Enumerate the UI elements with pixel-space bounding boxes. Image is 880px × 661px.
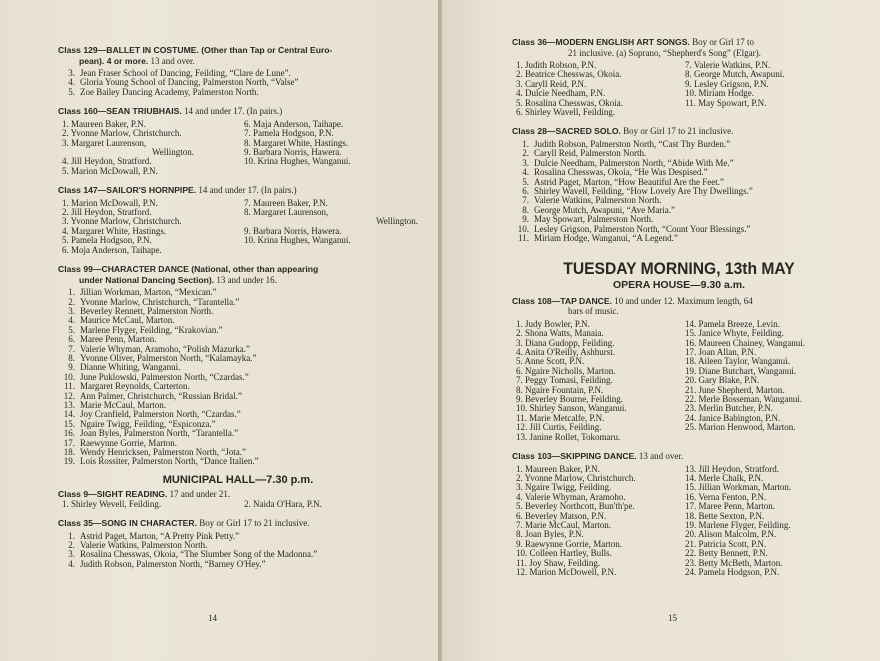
list-item: 5. Marion McDowall, P.N. xyxy=(62,166,158,176)
list-item: 3. Margaret Laurenson, xyxy=(62,138,147,148)
class-block xyxy=(58,518,418,569)
list-item: 1. Astrid Paget, Marton, “A Pretty Pink Petty.” xyxy=(68,531,240,541)
list-item: 3. Yvonne Marlow, Christchurch. xyxy=(62,217,182,227)
venue-heading: OPERA HOUSE—9.30 a.m. xyxy=(612,279,746,292)
list-item: 10. Colleen Hartley, Bulls. xyxy=(516,549,612,559)
list-item: 8. Margaret Laurenson, xyxy=(244,208,329,218)
list-item: 3. Dulcie Needham, Palmerston North, “Abide With Me.” xyxy=(522,158,734,168)
list-item: 2. Yvonne Marlow, Christchurch. xyxy=(62,129,182,139)
entry-columns xyxy=(512,465,846,578)
list-item: 2. Yvonne Marlow, Christchurch. xyxy=(516,474,636,483)
list-item: 3. Diana Gudopp, Feilding. xyxy=(516,338,615,348)
right-page xyxy=(440,0,880,661)
list-item: 10. Krina Hughes, Wanganui. xyxy=(244,236,351,246)
list-item: 19. Lois Rossiter, Palmerston North, “Dance Italien.” xyxy=(63,457,259,467)
class-heading: Class 103—SKIPPING DANCE. 13 and over. xyxy=(512,451,684,462)
list-item: 4. Rosalina Chesswas, Okoia, “He Was Despised.” xyxy=(522,168,708,178)
list-item: Wellington. xyxy=(375,217,418,227)
list-item: 10. Miriam Hodge. xyxy=(685,89,754,99)
list-item: 2. Jill Heydon, Stratford. xyxy=(62,208,152,218)
list-item: 22. Merle Bosseman, Wanganui. xyxy=(685,395,803,405)
class-block xyxy=(512,126,846,243)
day-heading: TUESDAY MORNING, 13th MAY xyxy=(563,259,795,279)
list-item: 4. Maurice McCaul, Marton. xyxy=(68,316,175,326)
list-item: 8. George Mutch, Awapuni, “Ave Maria.” xyxy=(522,205,676,215)
class-block xyxy=(58,106,418,176)
list-item: 3. Caryll Reid, P.N. xyxy=(516,79,587,89)
list-item: 3. Ngaire Twigg, Feilding. xyxy=(516,483,612,493)
list-item: 14. Joy Cranfield, Palmerston North, “Czardas.” xyxy=(63,410,241,420)
class-title: —BALLET IN COSTUME. xyxy=(97,45,199,55)
entry-column xyxy=(681,61,846,117)
entry-column xyxy=(512,61,677,117)
list-item: 9. Beverley Bourne, Feilding. xyxy=(516,395,623,405)
class-conditions-cont: pean). 4 or more. xyxy=(79,55,149,66)
list-item: 23. Merlin Butcher, P.N. xyxy=(685,404,773,414)
list-item: 3. Beverley Rennett, Palmerston North. xyxy=(68,306,214,316)
list-item: 9. Barbara Norris, Hawera. xyxy=(244,226,342,236)
list-item: 5. Anne Scott, P.N. xyxy=(516,357,585,367)
entry-column xyxy=(240,120,418,176)
list-item: 18. Wendy Henricksen, Palmerston North, “Jota.” xyxy=(63,448,246,457)
list-item: 8. Ngaire Fountain, P.N. xyxy=(516,385,604,395)
list-item: 1. Maureen Baker, P.N. xyxy=(62,119,146,129)
list-item: 25. Marion Henwood, Marton. xyxy=(685,423,796,433)
list-item: 6. Ngaire Nicholls, Marton. xyxy=(516,366,616,376)
class-heading: Class 35—SONG IN CHARACTER. Boy or Girl 17 to 21 inclusive. xyxy=(58,518,310,529)
list-item: 4. Jill Heydon, Stratford. xyxy=(62,157,152,167)
class-block xyxy=(58,45,418,97)
class-block xyxy=(58,185,418,255)
entry-list xyxy=(512,140,846,243)
list-item: 17. Joan Allan, P.N. xyxy=(685,348,757,358)
list-item: 16. Maureen Chainey, Wanganui. xyxy=(685,338,805,348)
list-item: 5. Rosalina Chesswas, Okoia. xyxy=(516,98,623,108)
list-item: 4. Dulcie Needham, P.N. xyxy=(516,89,606,99)
list-item: 10. Shirley Sanson, Wanganui. xyxy=(516,404,627,414)
list-item: 22. Betty Bennett, P.N. xyxy=(685,549,768,559)
list-item: 2. Naida O'Hara, P.N. xyxy=(244,499,322,509)
list-item: 9. May Spowart, Palmerston North. xyxy=(522,215,654,225)
list-item: 5. Zoe Bailey Dancing Academy, Palmerston North. xyxy=(68,87,259,97)
list-item: 7. Valerie Whyman, Aramoho, “Polish Mazurka.” xyxy=(68,344,251,354)
list-item: 12. Jill Curtis, Feilding. xyxy=(516,423,602,433)
entry-columns xyxy=(512,320,846,442)
list-item: 23. Betty McBeth, Marton. xyxy=(685,558,783,568)
entry-columns xyxy=(58,199,418,255)
list-item: 9. Barbara Norris, Hawera. xyxy=(244,147,342,157)
list-item: 16. Joan Byles, Palmerston North, “Tarantella.” xyxy=(63,429,239,439)
class-heading xyxy=(58,45,418,66)
list-item: 8. Margaret White, Hastings. xyxy=(244,138,349,148)
list-item: 4. Margaret White, Hastings. xyxy=(62,226,167,236)
list-item: 16. Verna Fenton, P.N. xyxy=(685,492,767,502)
section-heading: MUNICIPAL HALL—7.30 p.m. xyxy=(162,473,314,486)
list-item: 12. Ann Palmer, Christchurch, “Russian Bridal.” xyxy=(63,391,242,401)
entry-list xyxy=(58,532,418,570)
class-number: Class 129 xyxy=(58,45,98,55)
list-item: 4. Valerie Whyman, Aramoho. xyxy=(516,492,626,502)
list-item: 6. Beverley Matson, P.N. xyxy=(516,511,607,521)
list-item: 2. Caryll Reid, Palmerston North. xyxy=(522,149,647,159)
list-item: 1. Judith Robson, Palmerston North, “Cast Thy Burden.” xyxy=(522,139,731,149)
class-conditions: (Other than Tap or Central Euro- xyxy=(198,45,333,55)
list-item: 20. Gary Blake, P.N. xyxy=(685,376,760,386)
list-item: 10. Krina Hughes, Wanganui. xyxy=(244,157,351,167)
list-item: Wellington. xyxy=(152,147,195,157)
list-item: 14. Merle Chalk, P.N. xyxy=(685,474,764,483)
list-item: 5. Beverley Northcott, Bun'th'pe. xyxy=(516,502,635,512)
list-item: 24. Janice Babington, P.N. xyxy=(685,413,781,423)
list-item: 2. Beatrice Chesswas, Okoia. xyxy=(516,70,622,80)
list-item: 21. June Shepherd, Marton. xyxy=(685,385,785,395)
class-block xyxy=(58,264,418,467)
list-item: 1. Jillian Workman, Marton, “Mexican.” xyxy=(68,288,217,298)
class-heading: Class 28—SACRED SOLO. Boy or Girl 17 to 21 inclusive. xyxy=(512,126,734,137)
class-block xyxy=(512,37,846,117)
list-item: 13. Jill Heydon, Stratford. xyxy=(685,464,779,474)
list-item: 9. Dianne Whiting, Wanganui. xyxy=(68,363,181,373)
list-item: 7. Valerie Watkins, Palmerston North. xyxy=(522,196,662,206)
list-item: 18. Bette Sexton, P.N. xyxy=(685,511,765,521)
list-item: 6. Maja Anderson, Taihape. xyxy=(244,119,344,129)
entry-column xyxy=(58,120,236,176)
entry-column xyxy=(512,465,677,578)
entry-columns xyxy=(58,120,418,176)
list-item: 2. Valerie Watkins, Palmerston North. xyxy=(68,541,208,551)
list-item: 3. Rosalina Chesswas, Okoia, “The Slumber Song of the Madonna.” xyxy=(68,550,318,560)
list-item: 8. Yvonne Oliver, Palmerston North, “Kalamayka.” xyxy=(68,353,257,363)
list-item: 3. Jean Fraser School of Dancing, Feilding, “Clare de Lune”. xyxy=(68,69,291,78)
class-heading: Class 160—SEAN TRIUBHAIS. 14 and under 17. (In pairs.) xyxy=(58,106,283,117)
list-item: 4. Anita O'Reilly, Ashhurst. xyxy=(516,348,616,358)
entry-column xyxy=(681,320,846,442)
list-item: 13. Marie McCaul, Marton. xyxy=(63,400,166,410)
list-item: 11. May Spowart, P.N. xyxy=(685,98,767,108)
class-heading: Class 99—CHARACTER DANCE (National, other than appearing under National Dancing Section). 13 and under 16. xyxy=(58,264,319,285)
list-item: 4. Judith Robson, Palmerston North, “Barney O'Hey.” xyxy=(68,559,266,569)
list-item: 14. Pamela Breeze, Levin. xyxy=(685,319,780,329)
entry-column xyxy=(58,199,236,255)
list-item: 6. Shirley Wavell, Feilding. xyxy=(516,108,616,118)
list-item: 5. Pamela Hodgson, P.N. xyxy=(62,236,152,246)
list-item: 6. Maree Penn, Marton. xyxy=(68,335,157,345)
list-item: 1. Judith Robson, P.N. xyxy=(516,61,597,70)
list-item: 7. Pamela Hodgson, P.N. xyxy=(244,129,334,139)
list-item: 4. Gloria Young School of Dancing, Palmerston North, “Valse” xyxy=(68,78,299,88)
list-item: 8. Joan Byles, P.N. xyxy=(516,530,584,540)
list-item: 17. Maree Penn, Marton. xyxy=(685,502,775,512)
list-item: 11. Joy Shaw, Feilding. xyxy=(516,558,601,568)
list-item: 9. Raewynne Gorrie, Marton. xyxy=(516,539,622,549)
list-item: 12. Marion McDowell, P.N. xyxy=(516,568,617,578)
list-item: 8. George Mutch, Awapuni. xyxy=(685,70,785,80)
list-item: 2. Yvonne Marlow, Christchurch, “Tarantella.” xyxy=(68,297,240,307)
list-item: 5. Marlene Flyger, Feilding, “Krakovian.” xyxy=(68,325,223,335)
list-item: 7. Valerie Watkins, P.N. xyxy=(685,61,771,70)
entry-columns xyxy=(512,61,846,117)
list-item: 13. Janine Rollet, Tokomaru. xyxy=(516,432,621,442)
book-gutter xyxy=(438,0,442,661)
list-item: 18. Aileen Taylor, Wanganui. xyxy=(685,357,790,367)
class-block xyxy=(58,489,418,509)
page-number: 14 xyxy=(208,612,217,623)
page-number: 15 xyxy=(668,612,677,623)
list-item: 21. Patricia Scott, P.N. xyxy=(685,539,767,549)
entry-column xyxy=(681,465,846,578)
list-item: 1. Shirley Wevell, Feilding. xyxy=(62,499,162,509)
class-heading: Class 108—TAP DANCE. 10 and under 12. Maximum length, 64 bars of music. xyxy=(512,295,753,317)
list-item: 2. Shona Watts, Manaia. xyxy=(516,329,604,339)
list-item: 7. Maureen Baker, P.N. xyxy=(244,198,328,208)
list-item: 11. Miriam Hodge, Wanganui, “A Legend.” xyxy=(518,234,678,243)
list-item: 19. Marlene Flyger, Feilding. xyxy=(685,521,791,531)
list-item: 10. Lesley Grigson, Palmerston North, “Count Your Blessings.” xyxy=(517,224,751,234)
list-item: 7. Peggy Tomasi, Feilding. xyxy=(516,376,613,386)
class-age-range: 13 and over. xyxy=(148,55,195,66)
list-item: 6. Shirley Wavell, Feilding, “How Lovely Are Thy Dwellings.” xyxy=(522,186,753,196)
list-item: 20. Alison Malcolm, P.N. xyxy=(685,530,777,540)
entry-column xyxy=(240,199,418,255)
list-item: 19. Diane Butchart, Wanganui. xyxy=(685,366,797,376)
class-heading: Class 9—SIGHT READING. 17 and under 21. xyxy=(58,489,231,500)
entry-list xyxy=(58,69,418,97)
list-item: 6. Moja Anderson, Taihape. xyxy=(62,245,162,255)
class-heading: Class 147—SAILOR'S HORNPIPE. 14 and under 17. (In pairs.) xyxy=(58,185,297,196)
list-item: 15. Ngaire Twigg, Feilding, “Espiconza.” xyxy=(63,419,216,429)
list-item: 1. Judy Bowler, P.N. xyxy=(516,319,590,329)
list-item: 11. Marie Metcalfe, P.N. xyxy=(516,413,605,423)
list-item: 5. Astrid Paget, Marton, “How Beautiful Are the Feet.” xyxy=(522,177,724,187)
entry-columns xyxy=(58,500,418,509)
class-block xyxy=(512,451,846,577)
list-item: 1. Marion McDowall, P.N. xyxy=(62,198,158,208)
list-item: 11. Margaret Reynolds, Carterton. xyxy=(64,382,190,392)
list-item: 15. Janice Whyte, Feilding. xyxy=(685,329,784,339)
entry-list xyxy=(58,288,418,467)
list-item: 10. June Puklowski, Palmerston North, “Czardas.” xyxy=(63,372,249,382)
list-item: 9. Lesley Grigson, P.N. xyxy=(685,79,769,89)
class-block xyxy=(512,296,846,442)
entry-column xyxy=(512,320,677,442)
list-item: 24. Pamela Hodgson, P.N. xyxy=(685,568,780,578)
list-item: 7. Marie McCaul, Marton. xyxy=(516,521,611,531)
list-item: 1. Maureen Baker, P.N. xyxy=(516,464,600,474)
class-heading: Class 36—MODERN ENGLISH ART SONGS. Boy or Girl 17 to 21 inclusive. (a) Soprano, “Shepherd's Song” (Elgar). xyxy=(512,37,761,58)
list-item: 17. Raewynne Gorrie, Marton. xyxy=(63,438,177,448)
list-item: 15. Jillian Workman, Marton. xyxy=(685,483,792,493)
